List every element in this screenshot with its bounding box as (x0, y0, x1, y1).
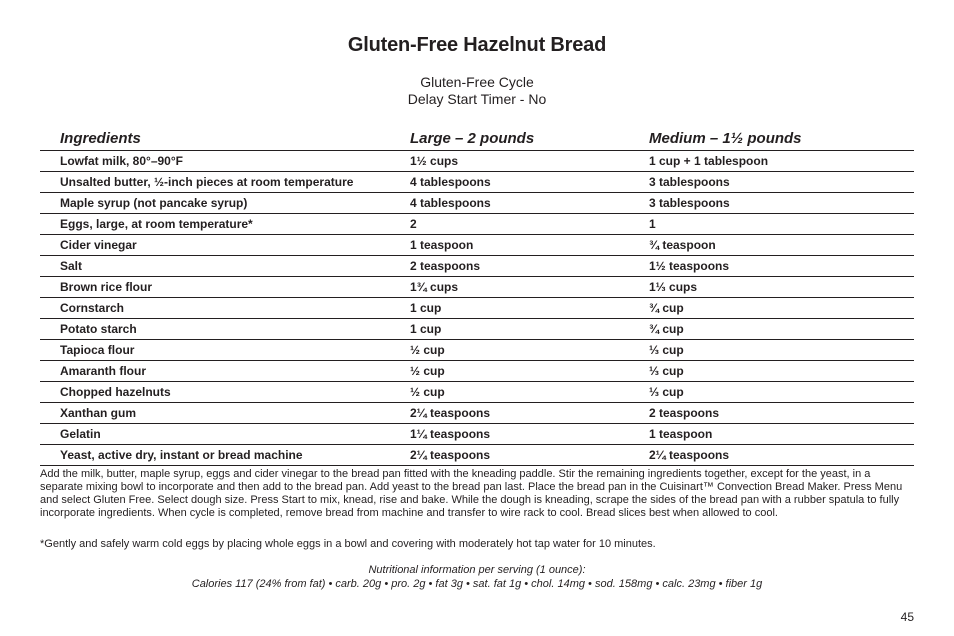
table-row (40, 214, 914, 235)
instructions-paragraph: Add the milk, butter, maple syrup, eggs and cider vinegar to the bread pan fitted with the kneading paddle. Stir the remaining ingredients together, except for the yeast, in a separate mixing bowl to incorporate and then add to the bread pan. Add yeast to the bread pan last. Place the bread pan in the Cuisinart™ Convection Bread Maker. Press Menu and select Gluten Free. Select dough size. Press Start to mix, knead, rise and bake. While the dough is kneading, scrape the sides of the bread pan with a rubber spatula to fully incorporate ingredients. When cycle is completed, remove bread from machine and transfer to wire rack to cool. Bread slices best when allowed to cool. (40, 468, 903, 519)
medium-amount: 1 teaspoon (629, 424, 914, 445)
recipe-settings (0, 74, 954, 108)
large-amount: 1½ cups (390, 151, 629, 172)
table-row (40, 256, 914, 277)
table-row (40, 340, 914, 361)
ingredient-name: Salt (40, 256, 390, 277)
large-amount: 2 teaspoons (390, 256, 629, 277)
table-row (40, 277, 914, 298)
table-header-row (40, 128, 914, 151)
large-amount: 2¼ teaspoons (390, 445, 629, 466)
ingredient-name: Xanthan gum (40, 403, 390, 424)
table-row (40, 445, 914, 466)
table-row (40, 382, 914, 403)
medium-amount: 1 (629, 214, 914, 235)
medium-amount: 1⅓ cups (629, 277, 914, 298)
ingredient-name: Maple syrup (not pancake syrup) (40, 193, 390, 214)
ingredient-name: Brown rice flour (40, 277, 390, 298)
header-ingredients: Ingredients (40, 128, 390, 151)
ingredient-name: Gelatin (40, 424, 390, 445)
medium-amount: ⅓ cup (629, 382, 914, 403)
large-amount: 1 cup (390, 298, 629, 319)
ingredient-name: Lowfat milk, 80°–90°F (40, 151, 390, 172)
ingredient-name: Cornstarch (40, 298, 390, 319)
nutrition-heading: Nutritional information per serving (1 ounce): (368, 564, 586, 576)
nutrition-info (0, 563, 954, 591)
ingredient-name: Unsalted butter, ½-inch pieces at room temperature (40, 172, 390, 193)
large-amount: 2 (390, 214, 629, 235)
page-title: Gluten-Free Hazelnut Bread (347, 34, 607, 56)
medium-amount: ¾ cup (629, 298, 914, 319)
table-row (40, 298, 914, 319)
header-medium: Medium – 1½ pounds (629, 128, 914, 151)
page-number: 45 (900, 610, 914, 624)
table-row (40, 361, 914, 382)
medium-amount: ⅓ cup (629, 340, 914, 361)
table-row (40, 151, 914, 172)
medium-amount: ¾ cup (629, 319, 914, 340)
ingredients-table (40, 128, 914, 466)
delay-label: Delay Start Timer - No (407, 91, 547, 107)
large-amount: ½ cup (390, 382, 629, 403)
ingredient-name: Chopped hazelnuts (40, 382, 390, 403)
large-amount: 4 tablespoons (390, 193, 629, 214)
ingredient-name: Tapioca flour (40, 340, 390, 361)
table-row (40, 193, 914, 214)
medium-amount: 3 tablespoons (629, 193, 914, 214)
large-amount: ½ cup (390, 361, 629, 382)
egg-footnote: *Gently and safely warm cold eggs by placing whole eggs in a bowl and covering with moderately hot tap water for 10 minutes. (40, 538, 656, 550)
medium-amount: 1½ teaspoons (629, 256, 914, 277)
medium-amount: 2 teaspoons (629, 403, 914, 424)
large-amount: 4 tablespoons (390, 172, 629, 193)
large-amount: 1 teaspoon (390, 235, 629, 256)
large-amount: 1¾ cups (390, 277, 629, 298)
medium-amount: 3 tablespoons (629, 172, 914, 193)
table-row (40, 424, 914, 445)
table-row (40, 172, 914, 193)
large-amount: 1 cup (390, 319, 629, 340)
header-large: Large – 2 pounds (390, 128, 629, 151)
cycle-label: Gluten-Free Cycle (420, 74, 534, 90)
large-amount: ½ cup (390, 340, 629, 361)
nutrition-values: Calories 117 (24% from fat) • carb. 20g • pro. 2g • fat 3g • sat. fat 1g • chol. 14mg • sod. 158mg • calc. 23mg • fiber 1g (191, 578, 763, 590)
medium-amount: ⅓ cup (629, 361, 914, 382)
medium-amount: ¾ teaspoon (629, 235, 914, 256)
large-amount: 1¼ teaspoons (390, 424, 629, 445)
ingredient-name: Cider vinegar (40, 235, 390, 256)
table-row (40, 235, 914, 256)
large-amount: 2¼ teaspoons (390, 403, 629, 424)
table-row (40, 319, 914, 340)
table-row (40, 403, 914, 424)
ingredient-name: Eggs, large, at room temperature* (40, 214, 390, 235)
medium-amount: 2¼ teaspoons (629, 445, 914, 466)
ingredient-name: Potato starch (40, 319, 390, 340)
ingredient-name: Yeast, active dry, instant or bread machine (40, 445, 390, 466)
medium-amount: 1 cup + 1 tablespoon (629, 151, 914, 172)
ingredient-name: Amaranth flour (40, 361, 390, 382)
